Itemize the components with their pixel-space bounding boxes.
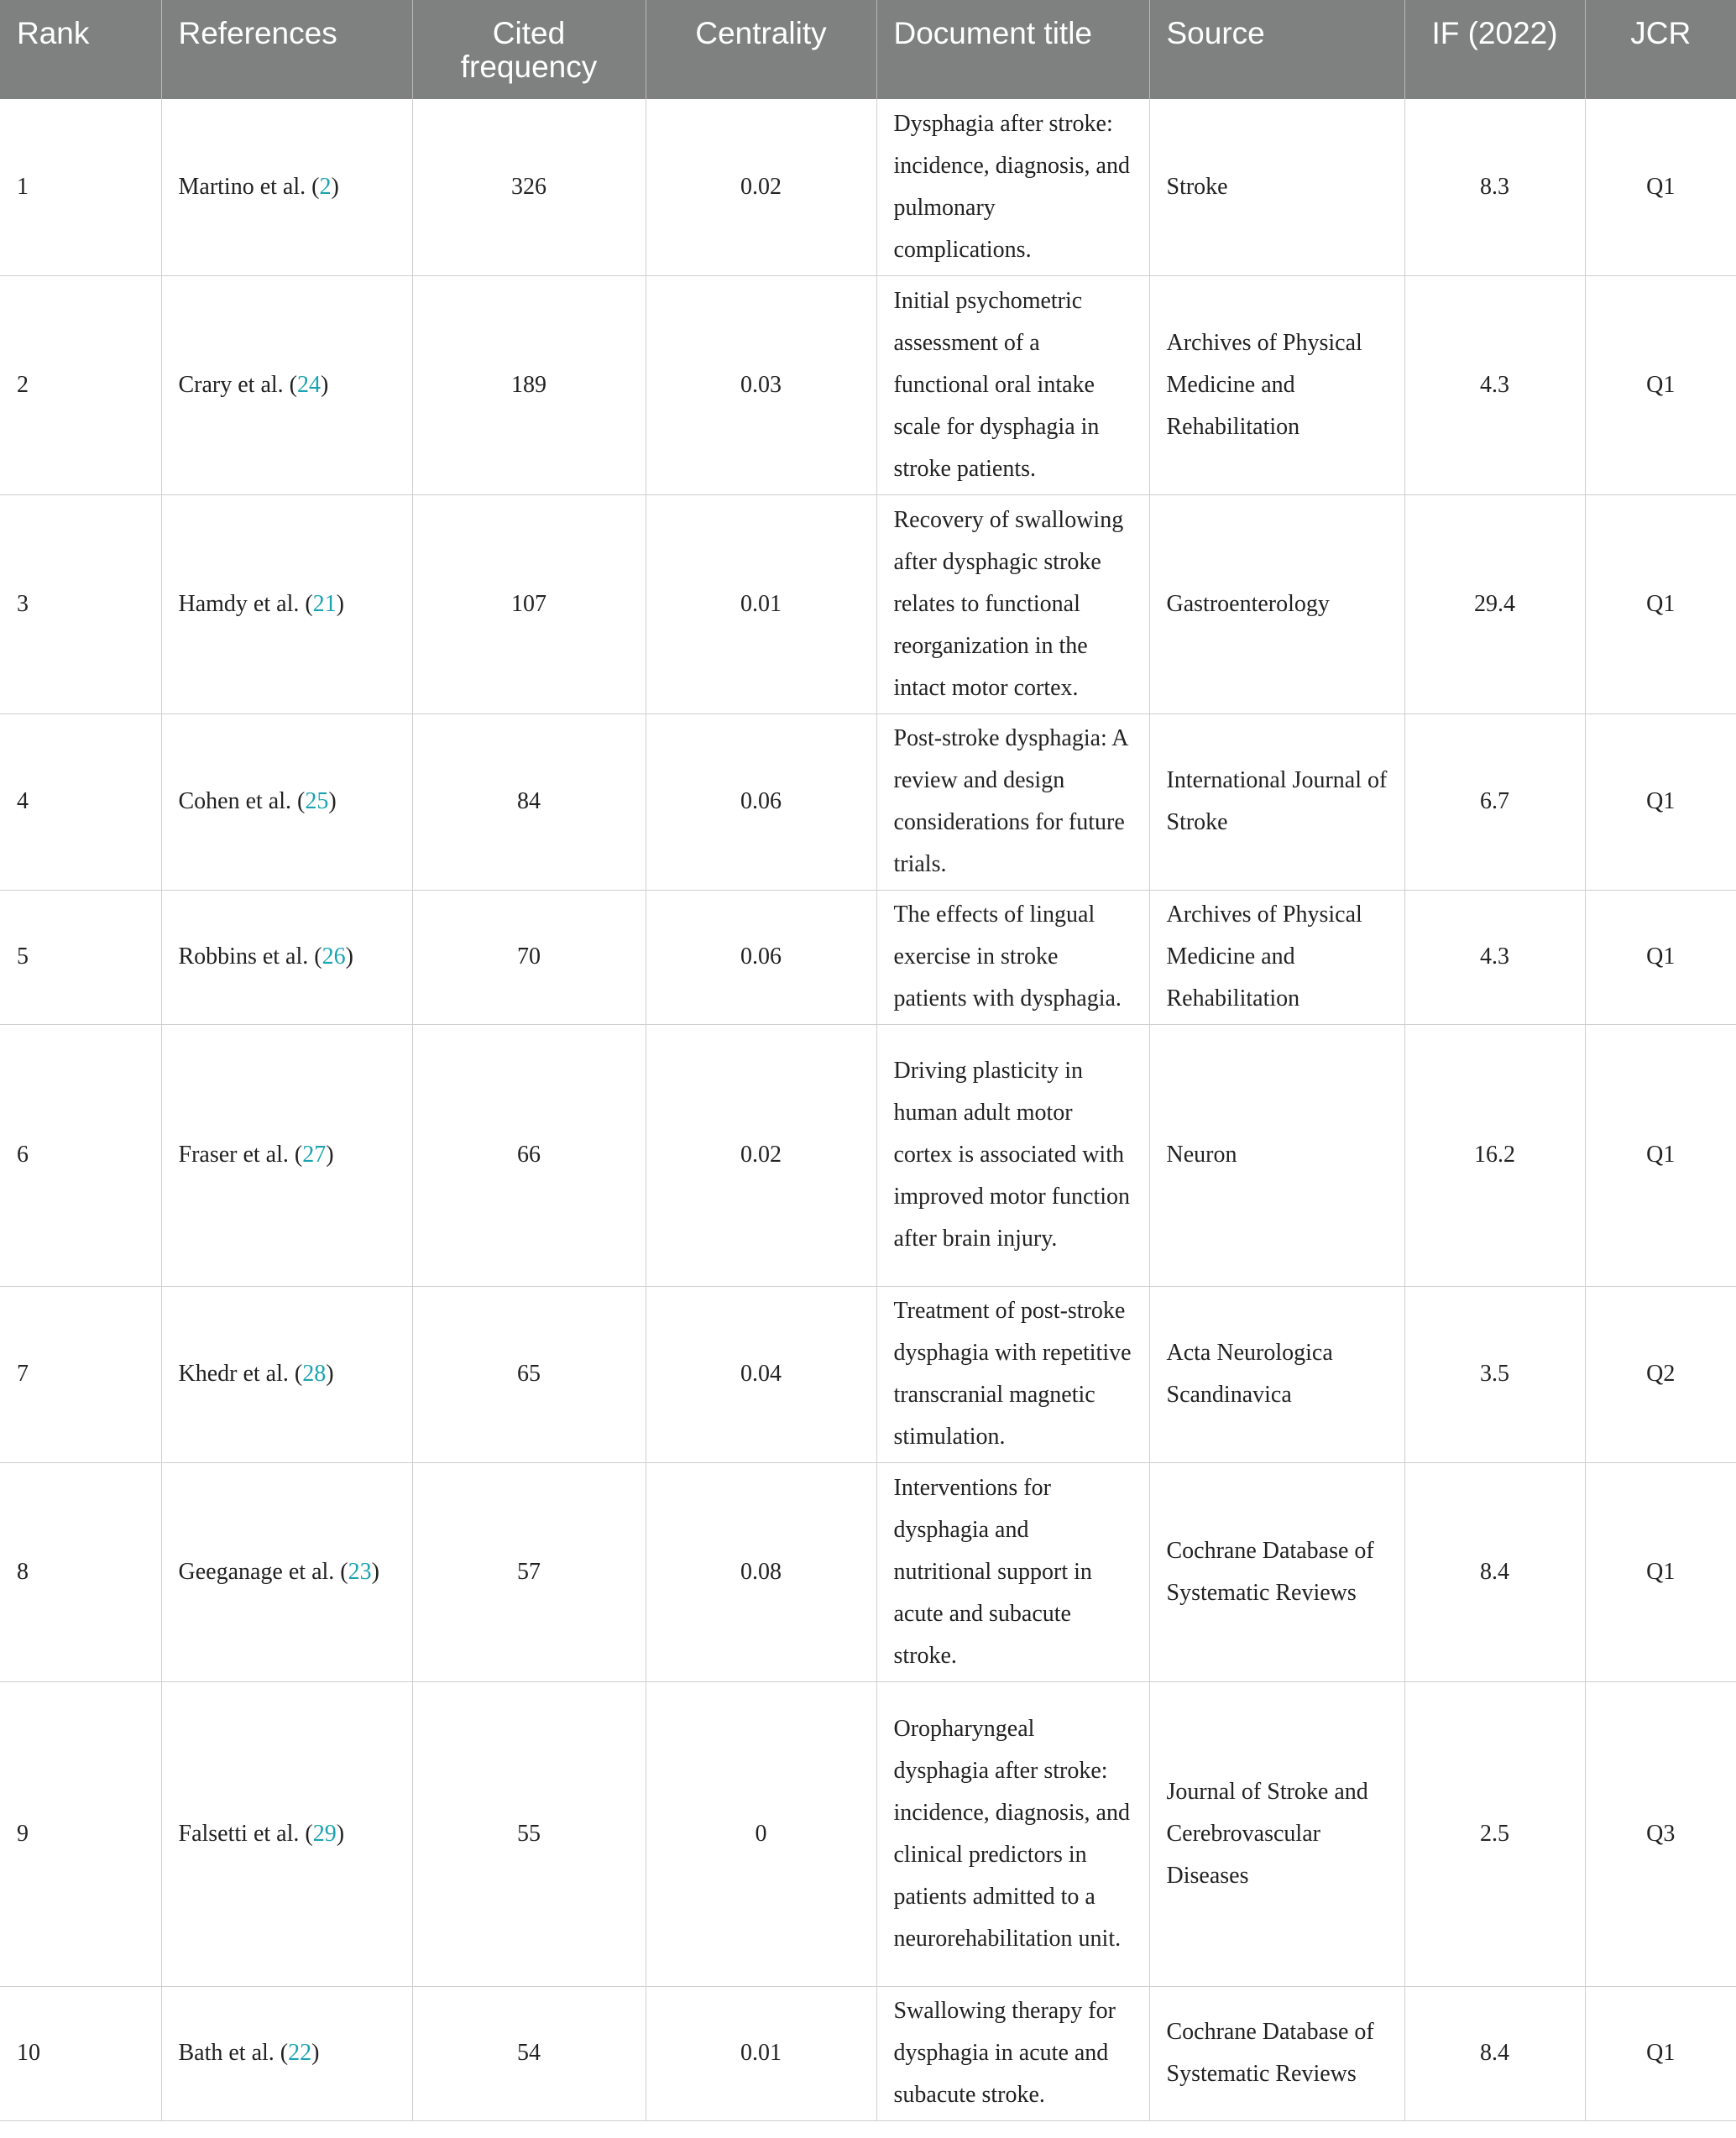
- document-title-cell: Initial psychometric assessment of a functional oral intake scale for dysphagia in stroke patients.: [876, 275, 1149, 494]
- header-if-2022: IF (2022): [1404, 0, 1585, 99]
- centrality-cell: 0.04: [646, 1286, 876, 1462]
- cited-frequency-cell: 65: [412, 1286, 646, 1462]
- reference-cell: Falsetti et al. (29): [161, 1681, 412, 1986]
- impact-factor-cell: 4.3: [1404, 890, 1585, 1024]
- centrality-cell: 0.08: [646, 1462, 876, 1681]
- reference-author: Crary et al.: [178, 371, 284, 398]
- centrality-cell: 0.06: [646, 890, 876, 1024]
- reference-author: Hamdy et al.: [178, 590, 300, 617]
- table-row: [0, 1681, 1736, 1986]
- impact-factor-cell: 8.4: [1404, 1986, 1585, 2120]
- cited-frequency-cell: 55: [412, 1681, 646, 1986]
- cited-frequency-cell: 84: [412, 714, 646, 890]
- impact-factor-cell: 16.2: [1404, 1024, 1585, 1286]
- document-title-cell: Oropharyngeal dysphagia after stroke: incidence, diagnosis, and clinical predictors in patients admitted to a neurorehabilitation unit.: [876, 1681, 1149, 1986]
- reference-author: Robbins et al.: [178, 944, 309, 970]
- document-title-cell: Dysphagia after stroke: incidence, diagnosis, and pulmonary complications.: [876, 99, 1149, 275]
- table-row: [0, 890, 1736, 1024]
- table-row: [0, 714, 1736, 890]
- reference-cell: Khedr et al. (28): [161, 1286, 412, 1462]
- reference-cell: Martino et al. (2): [161, 99, 412, 275]
- centrality-cell: 0.02: [646, 99, 876, 275]
- cited-frequency-cell: 57: [412, 1462, 646, 1681]
- citation-link[interactable]: 22: [288, 2040, 312, 2066]
- source-cell: Cochrane Database of Systematic Reviews: [1149, 1462, 1404, 1681]
- document-title-cell: Interventions for dysphagia and nutritional support in acute and subacute stroke.: [876, 1462, 1149, 1681]
- reference-cell: Cohen et al. (25): [161, 714, 412, 890]
- rank-cell: 5: [0, 890, 161, 1024]
- cited-frequency-cell: 70: [412, 890, 646, 1024]
- reference-author: Geeganage et al.: [178, 1558, 335, 1585]
- header-rank: Rank: [0, 0, 161, 99]
- jcr-quartile-cell: Q1: [1585, 275, 1736, 494]
- table-row: [0, 1024, 1736, 1286]
- source-cell: Archives of Physical Medicine and Rehabilitation: [1149, 275, 1404, 494]
- citation-link[interactable]: 24: [297, 371, 321, 398]
- table-row: [0, 1986, 1736, 2120]
- impact-factor-cell: 8.3: [1404, 99, 1585, 275]
- citation-link[interactable]: 27: [302, 1142, 327, 1168]
- cited-frequency-cell: 66: [412, 1024, 646, 1286]
- header-references: References: [161, 0, 412, 99]
- rank-cell: 7: [0, 1286, 161, 1462]
- header-document-title: Document title: [876, 0, 1149, 99]
- reference-cell: Robbins et al. (26): [161, 890, 412, 1024]
- document-title-cell: Driving plasticity in human adult motor cortex is associated with improved motor function after brain injury.: [876, 1024, 1149, 1286]
- document-title-cell: Treatment of post-stroke dysphagia with repetitive transcranial magnetic stimulation.: [876, 1286, 1149, 1462]
- impact-factor-cell: 8.4: [1404, 1462, 1585, 1681]
- citation-link[interactable]: 23: [348, 1558, 372, 1585]
- centrality-cell: 0.01: [646, 1986, 876, 2120]
- table-row: [0, 1286, 1736, 1462]
- document-title-cell: Post-stroke dysphagia: A review and design considerations for future trials.: [876, 714, 1149, 890]
- reference-cell: Geeganage et al. (23): [161, 1462, 412, 1681]
- centrality-cell: 0.06: [646, 714, 876, 890]
- source-cell: Journal of Stroke and Cerebrovascular Diseases: [1149, 1681, 1404, 1986]
- rank-cell: 3: [0, 494, 161, 714]
- centrality-cell: 0.02: [646, 1024, 876, 1286]
- jcr-quartile-cell: Q2: [1585, 1286, 1736, 1462]
- cited-frequency-cell: 54: [412, 1986, 646, 2120]
- source-cell: Archives of Physical Medicine and Rehabilitation: [1149, 890, 1404, 1024]
- reference-cell: Bath et al. (22): [161, 1986, 412, 2120]
- impact-factor-cell: 2.5: [1404, 1681, 1585, 1986]
- table-row: [0, 494, 1736, 714]
- source-cell: Neuron: [1149, 1024, 1404, 1286]
- reference-author: Cohen et al.: [178, 788, 292, 814]
- document-title-cell: Swallowing therapy for dysphagia in acute and subacute stroke.: [876, 1986, 1149, 2120]
- citation-link[interactable]: 21: [312, 590, 337, 617]
- table-body: [0, 99, 1736, 2120]
- cited-frequency-cell: 326: [412, 99, 646, 275]
- reference-cell: Crary et al. (24): [161, 275, 412, 494]
- reference-cell: Hamdy et al. (21): [161, 494, 412, 714]
- header-centrality: Centrality: [646, 0, 876, 99]
- table-row: [0, 1462, 1736, 1681]
- source-cell: Acta Neurologica Scandinavica: [1149, 1286, 1404, 1462]
- reference-author: Bath et al.: [178, 2040, 275, 2066]
- citation-link[interactable]: 26: [322, 944, 346, 970]
- header-jcr: JCR: [1585, 0, 1736, 99]
- citation-link[interactable]: 28: [302, 1361, 327, 1387]
- jcr-quartile-cell: Q1: [1585, 1462, 1736, 1681]
- source-cell: Gastroenterology: [1149, 494, 1404, 714]
- source-cell: International Journal of Stroke: [1149, 714, 1404, 890]
- rank-cell: 8: [0, 1462, 161, 1681]
- impact-factor-cell: 29.4: [1404, 494, 1585, 714]
- header-source: Source: [1149, 0, 1404, 99]
- reference-author: Fraser et al.: [178, 1142, 289, 1168]
- header-cited-frequency: Cited frequency: [412, 0, 646, 99]
- citation-link[interactable]: 29: [312, 1820, 337, 1847]
- impact-factor-cell: 3.5: [1404, 1286, 1585, 1462]
- jcr-quartile-cell: Q1: [1585, 1986, 1736, 2120]
- cited-frequency-cell: 107: [412, 494, 646, 714]
- jcr-quartile-cell: Q1: [1585, 714, 1736, 890]
- reference-author: Martino et al.: [178, 173, 306, 200]
- centrality-cell: 0: [646, 1681, 876, 1986]
- impact-factor-cell: 4.3: [1404, 275, 1585, 494]
- jcr-quartile-cell: Q1: [1585, 494, 1736, 714]
- table-row: [0, 99, 1736, 275]
- rank-cell: 1: [0, 99, 161, 275]
- citation-link[interactable]: 25: [305, 788, 329, 814]
- document-title-cell: The effects of lingual exercise in stroke patients with dysphagia.: [876, 890, 1149, 1024]
- impact-factor-cell: 6.7: [1404, 714, 1585, 890]
- source-cell: Stroke: [1149, 99, 1404, 275]
- jcr-quartile-cell: Q1: [1585, 99, 1736, 275]
- rank-cell: 9: [0, 1681, 161, 1986]
- source-cell: Cochrane Database of Systematic Reviews: [1149, 1986, 1404, 2120]
- reference-cell: Fraser et al. (27): [161, 1024, 412, 1286]
- rank-cell: 10: [0, 1986, 161, 2120]
- table-row: [0, 275, 1736, 494]
- rank-cell: 6: [0, 1024, 161, 1286]
- centrality-cell: 0.01: [646, 494, 876, 714]
- rank-cell: 2: [0, 275, 161, 494]
- reference-author: Falsetti et al.: [178, 1820, 300, 1847]
- jcr-quartile-cell: Q1: [1585, 1024, 1736, 1286]
- cited-frequency-cell: 189: [412, 275, 646, 494]
- document-title-cell: Recovery of swallowing after dysphagic stroke relates to functional reorganization in the intact motor cortex.: [876, 494, 1149, 714]
- jcr-quartile-cell: Q3: [1585, 1681, 1736, 1986]
- jcr-quartile-cell: Q1: [1585, 890, 1736, 1024]
- rank-cell: 4: [0, 714, 161, 890]
- citation-link[interactable]: 2: [319, 173, 332, 200]
- header-row: [0, 0, 1736, 99]
- reference-author: Khedr et al.: [178, 1361, 289, 1387]
- centrality-cell: 0.03: [646, 275, 876, 494]
